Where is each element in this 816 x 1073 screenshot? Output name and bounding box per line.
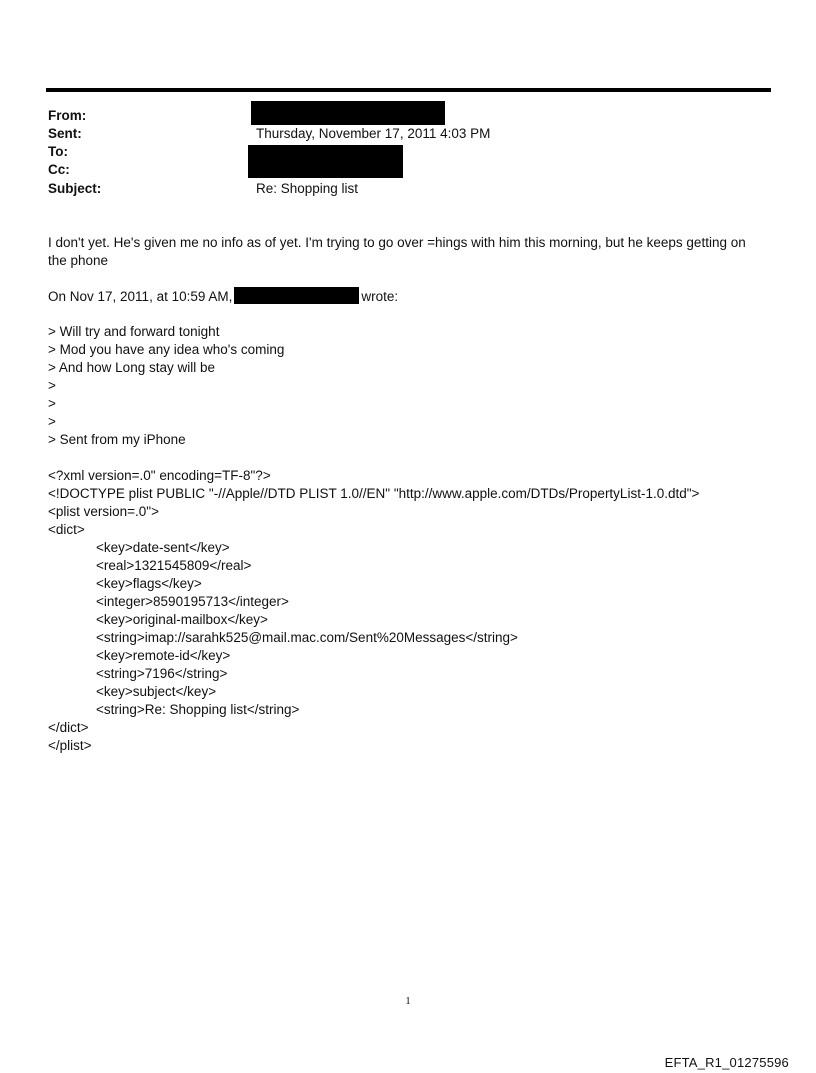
quote-intro	[48, 287, 398, 306]
from-label: From:	[48, 108, 87, 123]
plist-open: <plist version=.0">	[48, 504, 159, 519]
sender-redaction	[234, 287, 359, 304]
plist-entry: <string>7196</string>	[96, 666, 228, 681]
doctype-line: <!DOCTYPE plist PUBLIC "-//Apple//DTD PLIST 1.0//EN" "http://www.apple.com/DTDs/PropertyList-1.0.dtd">	[48, 486, 700, 501]
plist-entry: <key>remote-id</key>	[96, 648, 231, 663]
quote-intro-wrote: wrote:	[361, 289, 399, 304]
quoted-line: > Will try and forward tonight	[48, 324, 220, 339]
plist-entry: <string>Re: Shopping list</string>	[96, 702, 300, 717]
page-number: 1	[405, 995, 411, 1007]
plist-entry: <real>1321545809</real>	[96, 558, 252, 573]
to-label: To:	[48, 144, 68, 159]
plist-entry: <key>date-sent</key>	[96, 540, 230, 555]
quoted-line: >	[48, 414, 56, 429]
plist-entry: <integer>8590195713</integer>	[96, 594, 289, 609]
quote-intro-text: On Nov 17, 2011, at 10:59 AM,	[48, 289, 233, 304]
plist-entry: <string>imap://sarahk525@mail.mac.com/Sent%20Messages</string>	[96, 630, 518, 645]
subject-value: Re: Shopping list	[256, 181, 359, 196]
dict-open: <dict>	[48, 522, 85, 537]
xml-declaration: <?xml version=.0" encoding=TF-8"?>	[48, 468, 271, 483]
plist-close: </plist>	[48, 738, 92, 753]
sent-value: Thursday, November 17, 2011 4:03 PM	[256, 126, 491, 141]
quoted-line: >	[48, 396, 56, 411]
plist-entry: <key>flags</key>	[96, 576, 202, 591]
quoted-line: > And how Long stay will be	[48, 360, 215, 375]
cc-label: Cc:	[48, 162, 70, 177]
from-redaction	[251, 101, 445, 125]
header-rule	[46, 88, 771, 92]
document-id: EFTA_R1_01275596	[664, 1055, 789, 1070]
to-cc-redaction	[248, 145, 403, 178]
message-paragraph: I don't yet. He's given me no info as of yet. I'm trying to go over =hings with him this morning, but he keeps getting on the phone	[48, 235, 746, 268]
dict-close: </dict>	[48, 720, 89, 735]
quoted-line: > Sent from my iPhone	[48, 432, 186, 447]
sent-label: Sent:	[48, 126, 82, 141]
subject-label: Subject:	[48, 181, 102, 196]
quoted-line: >	[48, 378, 56, 393]
quoted-line: > Mod you have any idea who's coming	[48, 342, 285, 357]
plist-entry: <key>original-mailbox</key>	[96, 612, 268, 627]
plist-entry: <key>subject</key>	[96, 684, 217, 699]
